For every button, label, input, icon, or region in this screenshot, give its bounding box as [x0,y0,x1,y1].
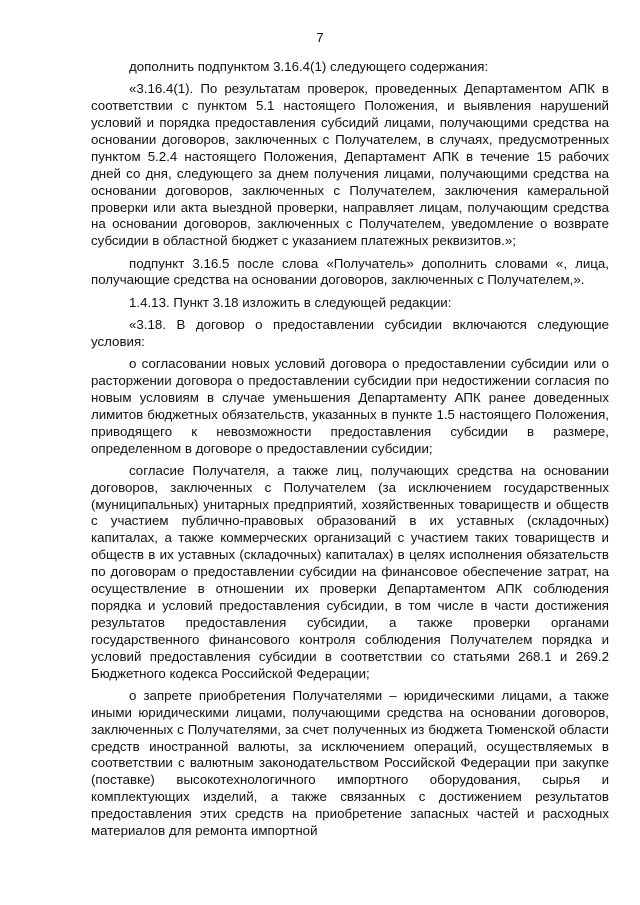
paragraph-1-4-13: 1.4.13. Пункт 3.18 изложить в следующей редакции: [129,294,452,310]
paragraph-condition-consent: согласие Получателя, а также лиц, получающих средства на основании договоров, заключенных с Получателем (за исключением государственных (муниципальных) унитарных предприятий, хозяйственных товариществ и обществ с участием публично-правовых образований в их уставных (складочных) капиталах, а также коммерческих организаций с участием таких товариществ и обществ в их уставных (складочных) капиталах) в целях исполнения обязательств по договорам о предоставлении субсидии на финансовое обеспечение затрат, на осуществление в отношении их проверки Департаментом АПК соблюдения порядка и условий предоставления субсидии, в том числе в части достижения результатов предоставления субсидии, а также проверки органами государственного финансового контроля соблюдения Получателем порядка и условий предоставления субсидии в соответствии со статьями 268.1 и 269.2 Бюджетного кодекса Российской Федерации; [91,462,609,681]
paragraph-3-18-intro: «3.18. В договор о предоставлении субсидии включаются следующие условия: [91,316,609,349]
paragraph-3-16-4-1-text: «3.16.4(1). По результатам проверок, проведенных Департаментом АПК в соответствии с пунктом 5.1 настоящего Положения, и выявления нарушений условий и порядка предоставления субсидий лицами, получающими средства на основании договоров, заключенных с Получателем, в случаях, предусмотренных пунктом 5.2.4 настоящего Положения, Департамент АПК в течение 15 рабочих дней со дня, следующего за днем получения лицами, получающими средства на основании договоров, заключенных с Получателем, заключения камеральной проверки или акта выездной проверки, направляет лицам, получающим средства на основании договоров, заключенных с Получателем, уведомление о возврате субсидии в областной бюджет с указанием платежных реквизитов.»; [91,81,609,249]
paragraph-amend-3-16-4-1: дополнить подпунктом 3.16.4(1) следующего содержания: [129,59,489,74]
page-number: 7 [316,30,324,45]
document-body [91,59,609,845]
paragraph-3-16-5-amend: подпункт 3.16.5 после слова «Получатель» дополнить словами «, лица, получающие средства на основании договоров, заключенных с Получателем,». [91,255,609,288]
paragraph-condition-currency-ban: о запрете приобретения Получателями – юридическими лицами, а также иными юридическими лицами, получающими средства на основании договоров, заключенных с Получателями, за счет полученных из бюджета Тюменской области средств иностранной валюты, за исключением операций, осуществляемых в соответствии с валютным законодательством Российской Федерации при закупке (поставке) высокотехнологичного импортного оборудования, сырья и комплектующих изделий, а также связанных с достижением результатов предоставления этих средств на приобретение запасных частей и расходных материалов для ремонта импортной [91,687,609,839]
paragraph-condition-renegotiation: о согласовании новых условий договора о предоставлении субсидии или о расторжении договора о предоставлении субсидии при недостижении согласия по новым условиям в случае уменьшения Департаменту АПК ранее доведенных лимитов бюджетных обязательств, указанных в пункте 1.5 настоящего Положения, приводящего к невозможности предоставления субсидии в размере, определенном в договоре о предоставлении субсидии; [91,355,609,456]
